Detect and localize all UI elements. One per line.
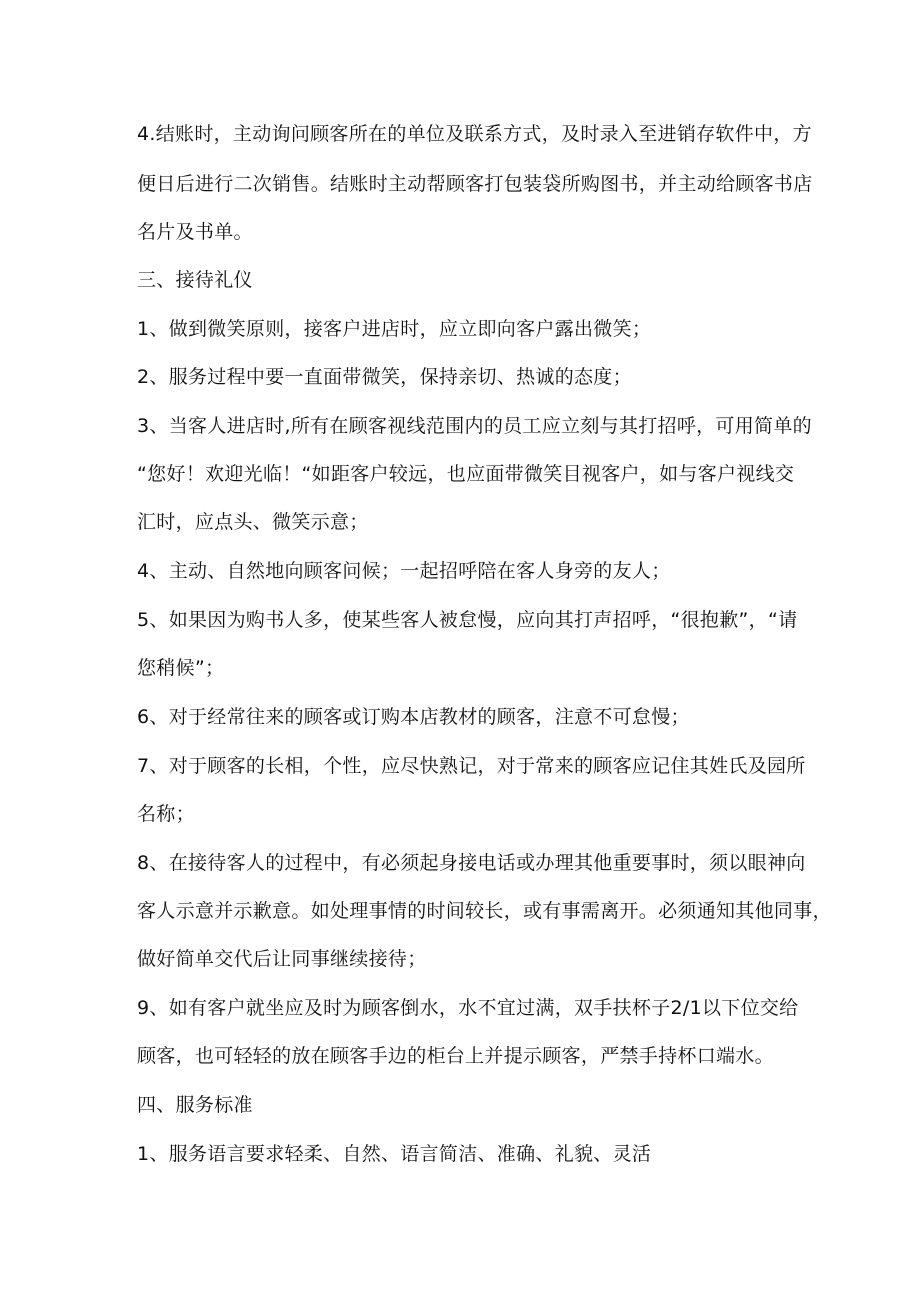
text-line: 4、主动、自然地向顾客问候；一起招呼陪在客人身旁的友人； bbox=[137, 560, 671, 582]
text-line: 9、如有客户就坐应及时为顾客倒水，水不宜过满，双手扶杯子2/1以下位交给 bbox=[137, 997, 799, 1019]
text-line: 1、做到微笑原则，接客户进店时，应立即向客户露出微笑； bbox=[137, 318, 652, 340]
text-line: 做好简单交代后让同事继续接待； bbox=[137, 948, 427, 970]
text-line: 3、当客人进店时,所有在顾客视线范围内的员工应立刻与其打招呼，可用简单的 bbox=[137, 415, 812, 437]
text-line: 汇时，应点头、微笑示意； bbox=[137, 511, 369, 533]
section-heading: 四、服务标准 bbox=[137, 1094, 253, 1116]
text-line: 便日后进行二次销售。结账时主动帮顾客打包装袋所购图书，并主动给顾客书店 bbox=[137, 173, 813, 195]
text-line: 5、如果因为购书人多，使某些客人被怠慢，应向其打声招呼，“很抱歉”，“请 bbox=[137, 609, 798, 631]
text-line: 4.结账时，主动询问顾客所在的单位及联系方式，及时录入至进销存软件中，方 bbox=[137, 123, 812, 145]
text-line: “您好！欢迎光临！“如距客户较远，也应面带微笑目视客户，如与客户视线交 bbox=[137, 463, 795, 485]
text-line: 1、服务语言要求轻柔、自然、语言简洁、准确、礼貌、灵活 bbox=[137, 1143, 652, 1165]
text-line: 名片及书单。 bbox=[137, 221, 253, 243]
section-heading: 三、接待礼仪 bbox=[137, 269, 253, 291]
text-line: 您稍候”； bbox=[137, 657, 225, 679]
text-line: 2、服务过程中要一直面带微笑，保持亲切、热诚的态度； bbox=[137, 366, 632, 388]
text-line: 7、对于顾客的长相，个性，应尽快熟记，对于常来的顾客应记住其姓氏及园所 bbox=[137, 755, 806, 777]
text-line: 8、在接待客人的过程中，有必须起身接电话或办理其他重要事时，须以眼神向 bbox=[137, 852, 806, 874]
text-line: 名称； bbox=[137, 803, 195, 825]
text-line: 顾客，也可轻轻的放在顾客手边的柜台上并提示顾客，严禁手持杯口端水。 bbox=[137, 1045, 774, 1067]
text-line: 6、对于经常往来的顾客或订购本店教材的顾客，注意不可怠慢； bbox=[137, 706, 690, 728]
text-line: 客人示意并示歉意。如处理事情的时间较长，或有事需离开。必须通知其他同事， bbox=[137, 900, 832, 922]
